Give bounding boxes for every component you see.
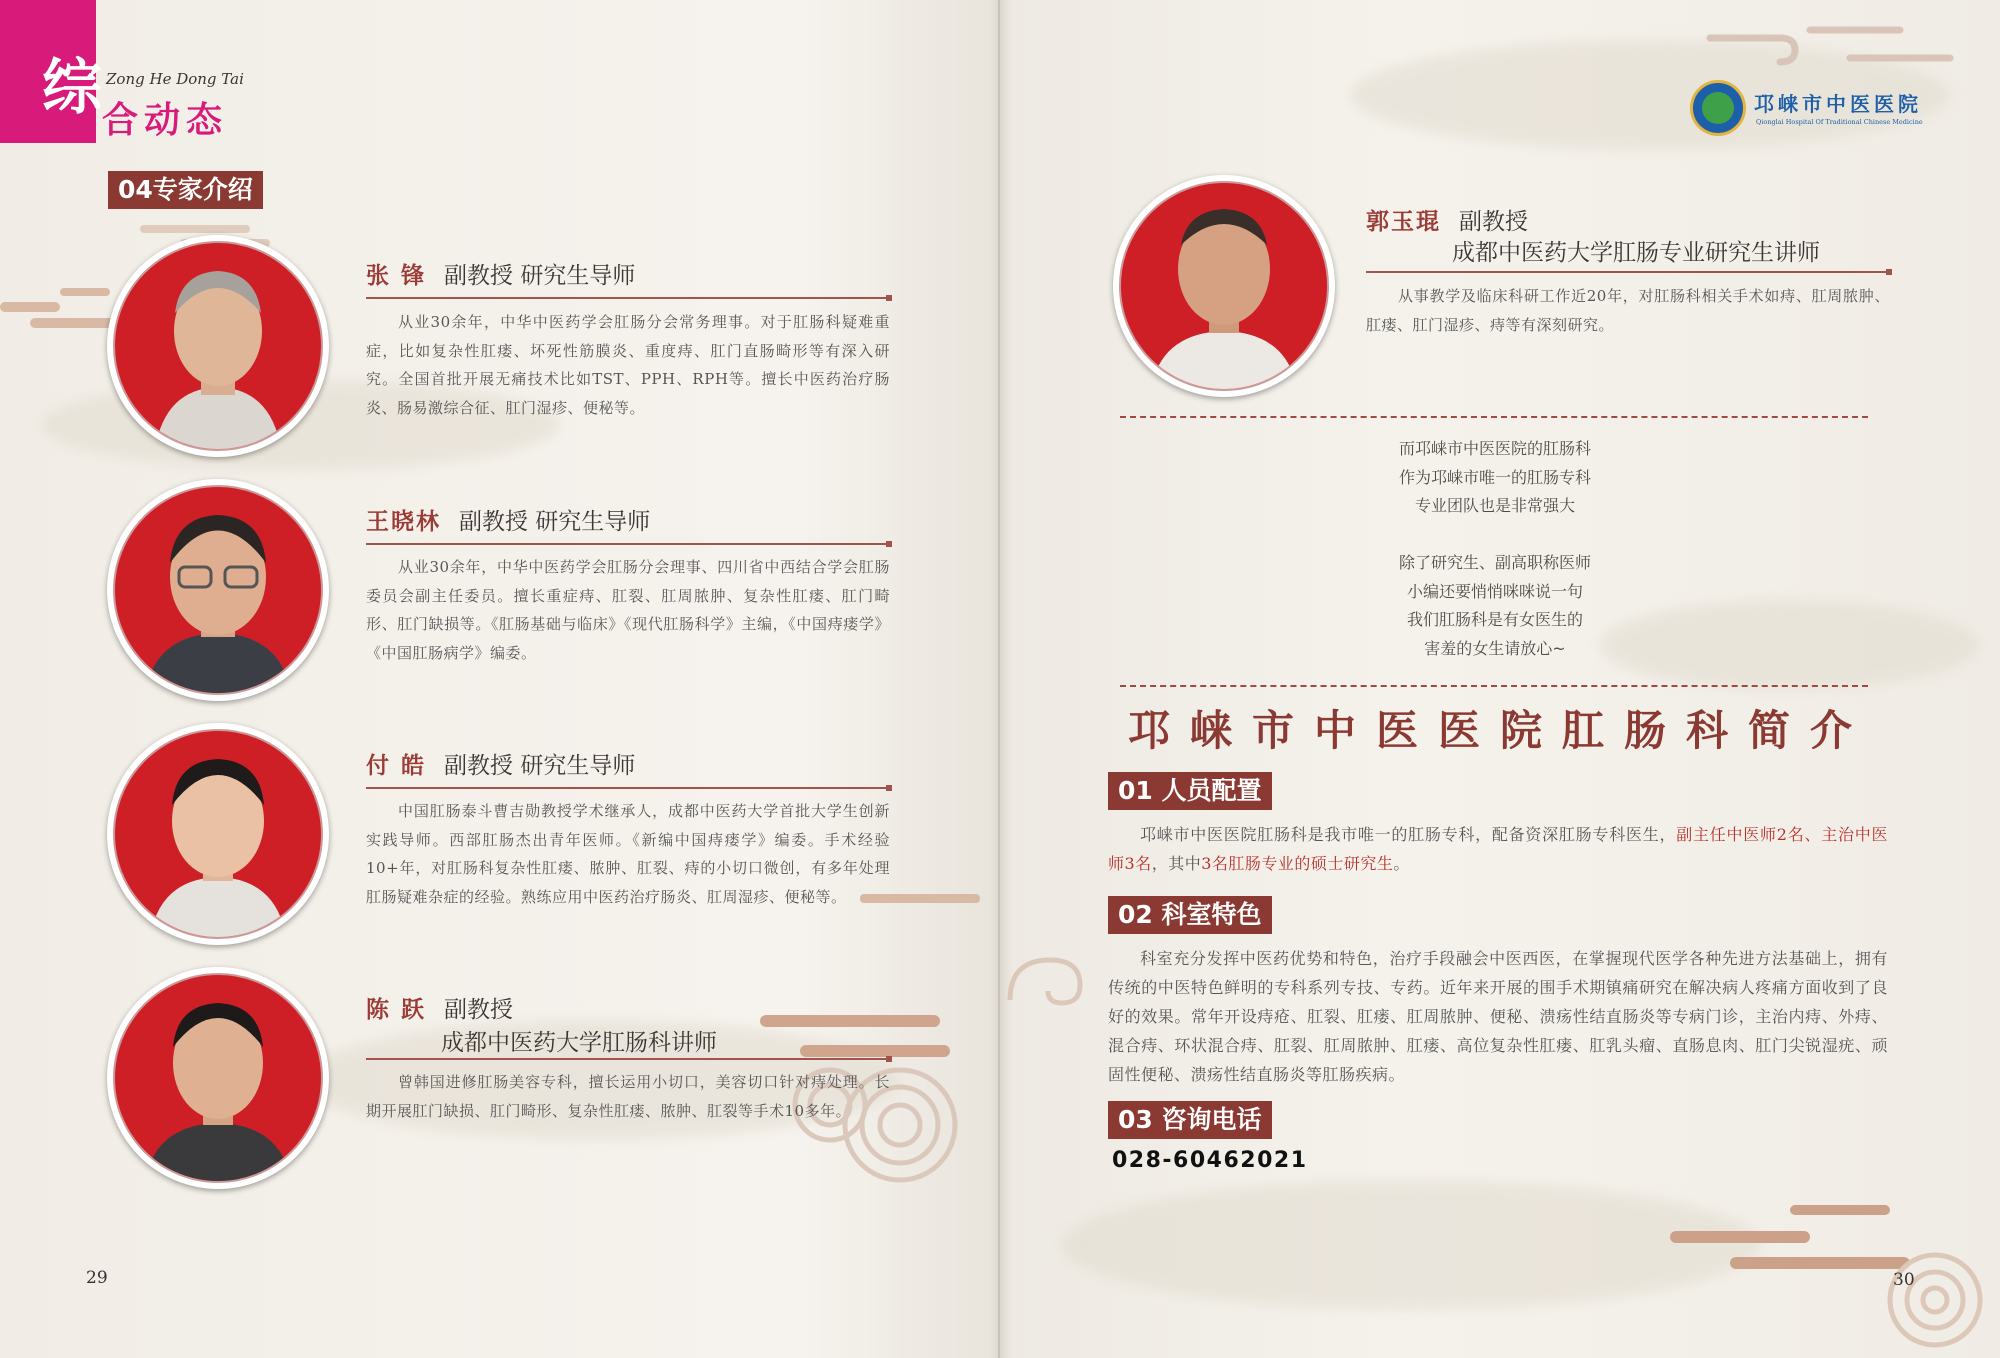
poem-line: 作为邛崃市唯一的肛肠专科 [1398,467,1591,487]
expert-bio: 从事教学及临床科研工作近20年，对肛肠科相关手术如痔、肛周脓肿、肛瘘、肛门湿疹、痔等有深刻研究。 [1366,287,1890,334]
divider [1366,271,1890,273]
poem-line: 除了研究生、副高职称医师 [1398,553,1591,572]
portrait-icon [115,731,321,937]
poem-line [1345,521,1645,550]
dashed-divider [1120,685,1868,687]
divider [366,1058,890,1060]
expert-name: 付 皓 [366,753,427,779]
poem-block [1345,435,1645,663]
section-label-staffing: 01 人员配置 [1108,772,1272,810]
section-label-features: 02 科室特色 [1108,896,1272,934]
expert-bio: 从业30余年，中华中医药学会肛肠分会理事、四川省中西结合学会肛肠委员会副主任委员。擅长重症痔、肛裂、肛周脓肿、复杂性肛瘘、肛门畸形、肛门缺损等。《肛肠基础与临床》《现代肛肠科学》主编，《中国痔瘘学》《中国肛肠病学》编委。 [366,558,890,662]
expert-title: 副教授 研究生导师 [444,263,636,289]
expert-name: 王晓林 [366,509,441,535]
portrait-icon [115,243,321,449]
expert-name: 陈 跃 [366,997,427,1023]
section-tab-char: 综 [42,53,102,123]
contact-phone: 028-60462021 [1112,1148,1308,1173]
features-text: 科室充分发挥中医药优势和特色，治疗手段融会中医西医，在掌握现代医学各种先进方法基础上，拥有传统的中医特色鲜明的专科系列专技、专药。近年来开展的围手术期镇痛研究在解决病人疼痛方面收到了良好的效果。常年开设痔疮、肛裂、肛瘘、肛周脓肿、便秘、溃疡性结直肠炎等专病门诊，主治内痔、外痔、混合痔、环状混合痔、肛裂、肛周脓肿、肛瘘、高位复杂性肛瘘、肛乳头瘤、直肠息肉、肛门尖锐湿疣、顽固性便秘、溃疡性结直肠炎等肛肠疾病。 [1108,949,1888,1084]
expert-name: 郭玉琨 [1366,209,1441,235]
expert-photo [107,235,329,457]
expert-title-secondary: 成都中医药大学肛肠科讲师 [441,1030,717,1056]
divider [366,543,890,545]
page-number-left: 29 [86,1268,108,1288]
cloud-spiral-icon [1670,1195,2000,1355]
expert-name: 张 锋 [366,263,427,289]
expert-bio: 曾韩国进修肛肠美容专科，擅长运用小切口，美容切口针对痔处理。长期开展肛门缺损、肛门畸形、复杂性肛瘘、脓肿、肛裂等手术10多年。 [366,1073,890,1120]
department-intro-title: 邛崃市中医医院肛肠科简介 [1127,706,1872,755]
poem-line: 而邛崃市中医医院的肛肠科 [1398,439,1591,458]
cloud-spiral-icon [1000,940,1110,1020]
expert-photo [1113,175,1335,397]
section-pinyin: Zong He Dong Tai [106,70,244,88]
staffing-text-part: 邛崃市中医医院肛肠科是我市唯一的肛肠专科，配备资深肛肠专科医生， [1140,825,1677,844]
expert-photo [107,723,329,945]
section-title: 合动态 [102,99,229,141]
portrait-icon [115,975,321,1181]
staffing-text-part: ，其中 [1151,854,1202,873]
expert-photo [107,479,329,701]
expert-section-label: 04专家介绍 [108,171,263,209]
portrait-icon [1121,183,1327,389]
texture-stroke [1600,600,1980,690]
poem-line: 我们肛肠科是有女医生的 [1406,610,1583,629]
staffing-text [1108,820,1888,878]
portrait-icon [115,487,321,693]
expert-name-line [1366,203,1528,236]
divider [366,787,890,789]
staffing-highlight: 副主任中医师2名、主治中医师3名 [1108,825,1888,873]
expert-name-line [366,257,635,290]
expert-title-secondary: 成都中医药大学肛肠专业研究生讲师 [1452,240,1820,266]
texture-stroke [1060,1180,1760,1310]
expert-title: 副教授 [444,997,514,1023]
cloud-deco-icon [1700,18,1960,78]
divider [366,297,890,299]
expert-photo [107,967,329,1189]
expert-bio: 中国肛肠泰斗曹吉勋教授学术继承人，成都中医药大学首批大学生创新实践导师。西部肛肠杰出青年医师。《新编中国痔瘘学》编委。手术经验10+年，对肛肠科复杂性肛瘘、脓肿、肛裂、痔的小切口微创，有多年处理肛肠疑难杂症的经验。熟练应用中医药治疗肠炎、肛周湿疹、便秘等。 [366,802,890,906]
expert-title: 副教授 研究生导师 [459,509,651,535]
page-number-right: 30 [1893,1270,1915,1290]
staffing-text-part: 。 [1393,854,1410,873]
expert-name-line [366,747,635,780]
expert-name-line [366,991,513,1024]
expert-title: 副教授 研究生导师 [444,753,636,779]
hospital-logo-name: 邛崃市中医医院 [1754,92,1922,116]
poem-line: 小编还要悄悄咪咪说一句 [1406,581,1583,601]
hospital-logo-icon [1690,80,1746,136]
expert-title: 副教授 [1459,209,1528,235]
staffing-highlight: 3名肛肠专业的硕士研究生 [1201,854,1394,873]
expert-bio: 从业30余年，中华中医药学会肛肠分会常务理事。对于肛肠科疑难重症，比如复杂性肛瘘、坏死性筋膜炎、重度痔、肛门直肠畸形等有深入研究。全国首批开展无痛技术比如TST、PPH、RPH等。擅长中医药治疗肠炎、肠易激综合征、肛门湿疹、便秘等。 [366,313,890,417]
section-label-contact: 03 咨询电话 [1108,1101,1272,1139]
dashed-divider [1120,416,1868,418]
poem-line: 专业团队也是非常强大 [1414,496,1575,515]
hospital-logo-en: Qionglai Hospital Of Traditional Chinese Medicine [1756,118,1923,126]
expert-name-line [366,503,650,536]
poem-line: 害羞的女生请放心~ [1424,638,1566,658]
